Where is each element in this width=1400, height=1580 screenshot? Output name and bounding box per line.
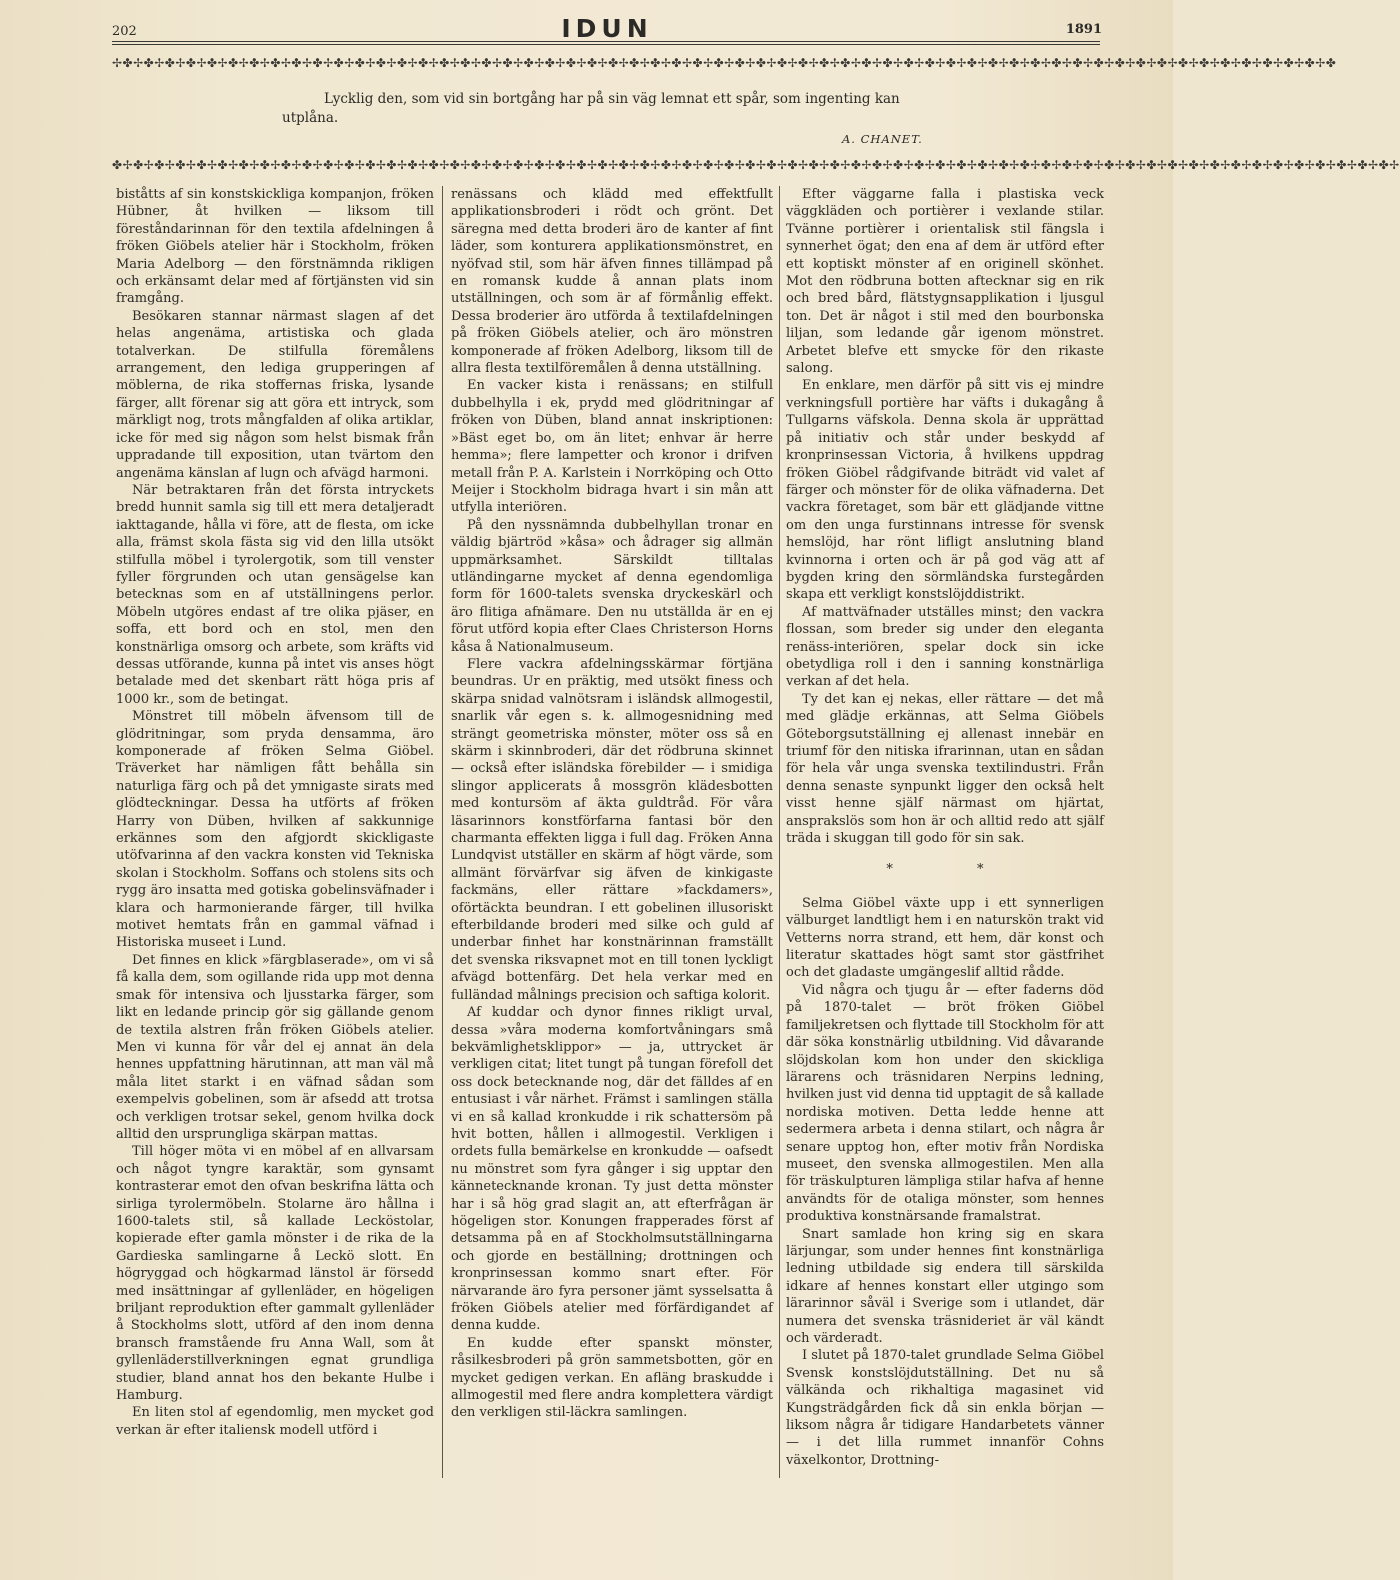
column-divider [442,186,443,1478]
issue-year: 1891 [1065,22,1102,37]
motto-text: Lycklig den, som vid sin bortgång har på sin väg lemnat ett spår, som ingenting kan utplåna. [282,91,900,126]
section-separator: * * [886,862,1024,878]
paragraph: När betraktaren från det första intryckets bredd hunnit samla sig till ett mera detaljeradt iakttagande, hålla vi före, att de flesta, om icke alla, främst skola fästa sig vid den lilla utsökt stilfulla möbel i tyrolergotik, som till venster fyller förgrunden och utan gensägelse kan betecknas som en af utställningens perlor. Möbeln utgöres endast af tre olika pjäser, en soffa, ett bord och en stol, men den konstnärliga omsorg och arbete, som kräfts vid dessas utförande, kunna på intet vis anses högt betalade med det skenbart rätt höga pris af 1000 kr., som de betingat. [116,482,434,707]
paragraph: biståtts af sin konstskickliga kompanjon, fröken Hübner, åt hvilken — liksom till föreståndarinnan för den textila afdelningen å fröken Giöbels atelier här i Stockholm, fröken Maria Adelborg — den förstnämnda rikligen och erkänsamt delar med af förtjänsten vid sin framgång. [116,187,434,307]
paragraph: En liten stol af egendomlig, men mycket god verkan är efter italiensk modell utförd i [116,1405,434,1438]
paragraph: Snart samlade hon kring sig en skara lärjungar, som under hennes fint konstnärliga ledning utbildade sig endera till särskilda idkare af hennes konstart eller utgingo som lärarinnor såväl i Sverige som i utlandet, där numera det svenska träsnideriet är väl kändt och värderadt. [786,1226,1104,1346]
paragraph: Selma Giöbel växte upp i ett synnerligen välburget landtligt hem i en naturskön trakt vid Vetterns norra strand, ett hem, där konst och literatur skattades högt samt stor gästfrihet och det gladaste umgängeslif alltid rådde. [786,895,1104,981]
article-column-2 [451,186,773,1422]
paragraph: I slutet på 1870-talet grundlade Selma Giöbel Svensk konstslöjdutställning. Det nu så välkända och rikhaltiga magasinet vid Kungsträdgården fick då sin enkla början — liksom några år tidigare Handarbetets vänner — i det lilla rummet innanför Cohns växelkontor, Drottning- [786,1348,1104,1468]
article-column-3 [786,186,1104,1469]
paragraph: Af kuddar och dynor finnes rikligt urval, dessa »våra moderna komfortvåningars små bekvämlighetsklippor» — ja, uttrycket är verkligen citat; litet tungt på tungan förefoll det oss dock betecknande nog, där det fälldes af en entusiast i vår närhet. Främst i samlingen ställa vi en så kallad kronkudde i rik schattersöm på hvit botten, hållen i allmogestil. Verkligen i ordets fulla bemärkelse en kronkudde — oafsedt nu mönstret som fyra gånger i sig upptar den kännetecknande kronan. Ty just detta mönster har i så hög grad slagit an, att efterfrågan är högeligen stor. Konungen frapperades först af detsamma på en af Stockholmsutställningarna och gjorde en beställning; drottningen och kronprinsessan kommo snart efter. För närvarande äro fyra personer jämt sysselsatta å fröken Giöbels atelier med förfärdigandet af denna kudde. [451,1005,773,1334]
paragraph: Efter väggarne falla i plastiska veck väggkläden och portièrer i vexlande stilar. Tvänne portièrer i orientalisk stil fängsla i synnerhet ögat; den ena af dem är utförd efter ett koptiskt mönster af en originell skönhet. Mot den rödbruna botten aftecknar sig en rik och bred bård, flätstygnsapplikation i ljusgul ton. Det är något i stil med den bourbonska liljan, som ledande går igenom mönstret. Arbetet blefve ett smycke för den rikaste salong. [786,187,1104,377]
column-divider [779,186,780,1478]
masthead-title: IDUN [561,14,653,43]
header-rule [112,41,1100,42]
paragraph: Besökaren stannar närmast slagen af det helas angenäma, artistiska och glada totalverkan. De stilfulla föremålens arrangement, den lediga grupperingen af möblerna, de rika stoffernas friska, lysande färger, allt förenar sig att göra ett intryck, som märkligt nog, trots mångfalden af olika artiklar, icke för med sig någon som helst bismak från uppradande till exposition, utan tvärtom den angenäma känslan af lugn och afvägd harmoni. [116,308,434,481]
ornament-border-top: ✢✤✢✤✢✤✢✤✢✤✢✤✢✤✢✤✢✤✢✤✢✤✢✤✢✤✢✤✢✤✢✤✢✤✢✤✢✤✢✤✢✤✢✤✢✤✢✤✢✤✢✤✢✤✢✤✢✤✢✤✢✤✢✤✢✤✢✤✢✤✢✤✢✤✢✤✢✤✢✤✢✤✢✤✢✤✢✤✢✤✢✤✢✤✢✤✢✤✢✤✢✤✢✤✢✤✢✤✢✤✢✤✢✤✢✤ [112,56,1337,70]
header-rule-double [112,44,1100,45]
paragraph: Ty det kan ej nekas, eller rättare — det må med glädje erkännas, att Selma Giöbels Göteborgsutställning ej allenast innebär en triumf för den nitiska ifrarinnan, utan en sådan för hela vår unga svenska textilindustri. Från denna senaste synpunkt ligger den också helt visst henne själf närmast om hjärtat, ansprakslös som hon är och alltid redo att själf träda i skuggan till godo för sin sak. [786,691,1104,847]
motto-block [112,90,1102,146]
page-header [112,14,1102,44]
paragraph: På den nyssnämnda dubbelhyllan tronar en väldig bjärtröd »kåsa» och ådrager sig allmän uppmärksamhet. Särskildt tilltalas utländingarne mycket af denna egendomliga form för 1600-talets svenska dryckeskärl och äro flitiga afnämare. Den nu utställda är en ej förut utförd kopia efter Claes Christerson Horns kåsa å Nationalmuseum. [451,517,773,655]
paragraph: En enklare, men därför på sitt vis ej mindre verkningsfull portière har väfts i dukagång å Tullgarns väfskola. Denna skola är upprättad på initiativ och står under beskydd af kronprinsessan Victoria, å hvilkens uppdrag fröken Giöbel rådgifvande biträdt vid valet af färger och mönster för de olika väfnaderna. Det vackra företaget, som bär ett glädjande vittne om den unga furstinnans intresse för svensk hemslöjd, har rönt lifligt anslutning bland kvinnorna i orten och är på god väg att af bygden kring den sörmländska furstegården skapa ett verkligt konstslöjddistrikt. [786,378,1104,603]
ornament-border-bottom: ✤✢✤✢✤✢✤✢✤✢✤✢✤✢✤✢✤✢✤✢✤✢✤✢✤✢✤✢✤✢✤✢✤✢✤✢✤✢✤✢✤✢✤✢✤✢✤✢✤✢✤✢✤✢✤✢✤✢✤✢✤✢✤✢✤✢✤✢✤✢✤✢✤✢✤✢✤✢✤✢✤✢✤✢✤✢✤✢✤✢✤✢✤✢✤✢✤✢✤✢✤✢✤✢✤✢✤✢✤✢✤✢✤✢✤✢✤✢✤✢✤✢ [112,158,1400,172]
paragraph: En kudde efter spanskt mönster, råsilkesbroderi på grön sammetsbotten, gör en mycket gedigen verkan. En afläng braskudde i allmogestil med flere andra kompletterа värdigt den verkligen stil-läckra samlingen. [451,1335,773,1421]
motto-author: A. CHANET. [842,132,923,146]
article-column-1 [116,186,434,1439]
paragraph: En vacker kista i renässans; en stilfull dubbelhylla i ek, prydd med glödritningar af fröken von Düben, bland annat inskriptionen: »Bäst eget bo, om än litet; enhvar är herre hemma»; flere lampetter och kronor i drifven metall från P. A. Karlstein i Norrköping och Otto Meijer i Stockholm bidraga hvart i sin mån att utfylla interiören. [451,378,773,516]
paragraph: Det finnes en klick »färgblaserade», om vi så få kalla dem, som ogillande rida upp mot denna smak för intensiva och ljusstarka färger, som likt en ledande princip gör sig gällande genom de textila alstren från fröken Giöbels atelier. Men vi kunna för vår del ej annat än dela hennes uppfattning härutinnan, att man väl må måla litet starkt i en väfnad sådan som exempelvis gobelinen, som är afsedd att trotsa och verkligen trotsar sekel, genom hvilka dock alltid den ursprungliga skärpan mattas. [116,952,434,1142]
paragraph: renässans och klädd med effektfullt applikationsbroderi i rödt och grönt. Det säregna med detta broderi äro de kanter af fint läder, som konturera applikationsmönstret, en nyöfvad stil, som här äfven finnes tillämpad på en romansk kudde å annan plats inom utställningen, och som är af förmånlig effekt. Dessa broderier äro utförda å textilafdelningen på fröken Giöbels atelier, och äro mönstren komponerade af fröken Adelborg, liksom till de allra flesta textilföremålen å denna utställning. [451,187,773,377]
page-number: 202 [112,24,137,39]
paragraph: Mönstret till möbeln äfvensom till de glödritningar, som pryda densamma, äro komponerade af fröken Selma Giöbel. Träverket har nämligen fått behålla sin naturliga färg och på det ymnigaste sirats med glödteckningar. Dessa ha utförts af fröken Harry von Düben, hvilken af sakkunnige erkännes som den afgjordt skickligaste utöfvarinna af den vackra konsten vid Tekniska skolan i Stockholm. Soffans och stolens sits och rygg äro insatta med gotiska gobelinsväfnader i klara och harmonierande färger, till hvilka motivet hemtats från en gammal väfnad i Historiska museet i Lund. [116,709,434,951]
paragraph: Vid några och tjugu år — efter faderns död på 1870-talet — bröt fröken Giöbel familjekretsen och flyttade till Stockholm för att där söka konstnärlig utbildning. Vid dåvarande slöjdskolan kom hon under den skickliga lärarens och träsnidaren Nerpins ledning, hvilken just vid denna tid upptagit de så kallade nordiska motiven. Detta ledde henne att sedermera arbeta i denna stilart, och några år senare upptog hon, efter motiv från Nordiska museet, den svenska allmogestilen. Men alla för träskulpturen lämpliga stilar hafva af henne användts för de otaliga mönster, som hennes produktiva konstnärsande framalstrat. [786,982,1104,1225]
paragraph: Flere vackra afdelningsskärmar förtjäna beundras. Ur en präktig, med utsökt finess och skärpa snidad valnötsram i isländsk allmogestil, snarlik vår egen s. k. allmogesnidning med strängt geometriska mönster, möter oss så en skärm i skinnbroderi, där det rödbruna skinnet — också efter isländska förebilder — i smidiga slingor applicerats å mossgrön klädesbotten med kontursöm af äkta guldtråd. För våra läsarinnors konstförfarna fantasi bör den charmanta effekten ligga i full dag. Fröken Anna Lundqvist utställer en skärm af högt värde, som allmänt förvärfvar sig äfven de kinkigaste fackmäns, eller rättare »fackdamers», oförtäckta beundran. I ett gobelinen illusoriskt efterbildande broderi med silke och guld af underbar finhet har konstnärinnan framställt det svenska riksvapnet mot en till tonen lyckligt afvägd bottenfärg. Det hela verkar med en fulländad målnings precision och saftiga kolorit. [451,656,773,1003]
paragraph: Af mattväfnader utställes minst; den vackra flossan, som breder sig under den eleganta renäss-interiören, spelar dock sin icke obetydliga roll i den i sanning konstnärliga verkan af det hela. [786,604,1104,690]
paragraph: Till höger möta vi en möbel af en allvarsam och något tyngre karaktär, som gynsamt kontrasterar emot den ofvan beskrifna lätta och sirliga tyrolermöbeln. Stolarne äro hållna i 1600-talets stil, så kallade Lecköstolar, kopierade efter gamla mönster i de rika de la Gardieska samlingarne å Leckö slott. En högryggad och högkarmad länstol är försedd med insättningar af gyllenläder, en högeligen briljant reproduktion efter gammalt gyllenläder å Stockholms slott, utförd af den inom denna bransch framstående fru Anna Wall, som åt gyllenläderstillverkningen egnat grundliga studier, bland annat hos den bekante Hulbe i Hamburg. [116,1144,434,1404]
